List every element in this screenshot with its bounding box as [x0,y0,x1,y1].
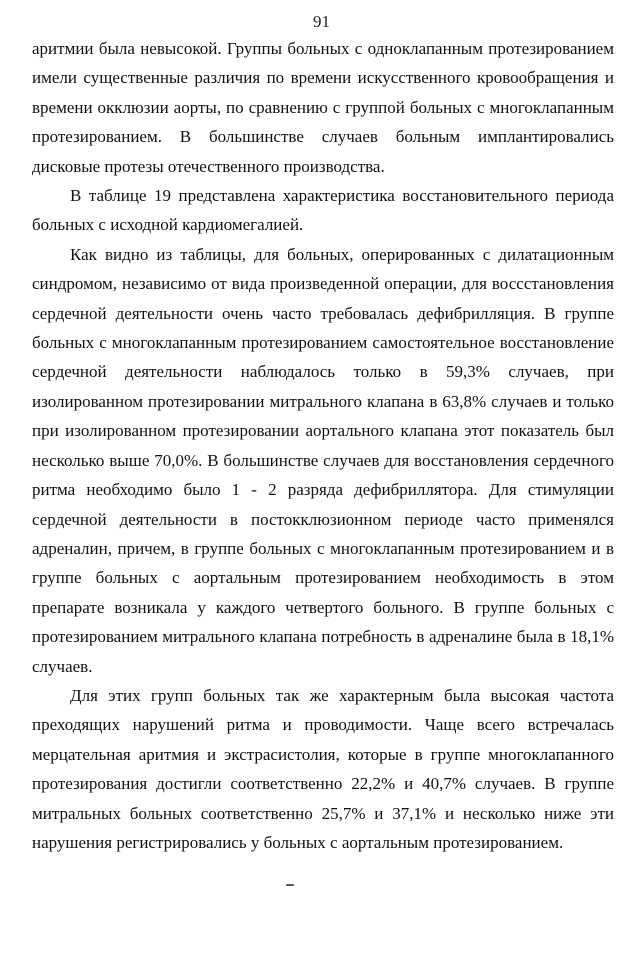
paragraph-2: В таблице 19 представлена характеристика восстановительного периода больных с исходной кардиомегалией. [32,186,614,235]
body-text [32,34,614,857]
paragraph-1: аритмии была невысокой. Группы больных с одноклапанным протезированием имели существенные различия по времени искусственного кровообращения и времени окклюзии аорты, по сравнению с группой больных с многоклапанным протезированием. В большинстве случаев больным имплантировались дисковые протезы отечественного производства. [32,39,614,176]
page-number: 91 [313,12,330,31]
paragraph-3: Как видно из таблицы, для больных, оперированных с дилатационным синдромом, независимо от вида произведенной операции, для восcстановления сердечной деятельности очень часто требовалась дефибрилляция. В группе больных с многоклапанным протезированием самостоятельное восстановление сердечной деятельности наблюдалось только в 59,3% случаев, при изолированном протезировании митрального клапана в 63,8% случаев и только при изолированном протезировании аортального клапана этот показатель был несколько выше 70,0%. В большинстве случаев для восстановления сердечного ритма необходимо было 1 - 2 разряда дефибриллятора. Для стимуляции сердечной деятельности в постокклюзионном периоде часто применялся адреналин, причем, в группе больных с многоклапанным протезированием и в группе больных с аортальным протезированием необходимость в этом препарате возникала у каждого четвертого больного. В группе больных с протезированием митрального клапана потребность в адреналине была в 18,1% случаев. [32,244,614,676]
scan-speck [286,884,294,886]
paragraph-4: Для этих групп больных так же характерным была высокая частота преходящих нарушений ритма и проводимости. Чаще всего встречалась мерцательная аритмия и экстрасистолия, которые в группе многоклапанного протезирования достигли соответственно 22,2% и 40,7% случаев. В группе митральных больных соответственно 25,7% и 37,1% и несколько ниже эти нарушения регистрировались у больных с аортальным протезированием. [32,685,614,852]
